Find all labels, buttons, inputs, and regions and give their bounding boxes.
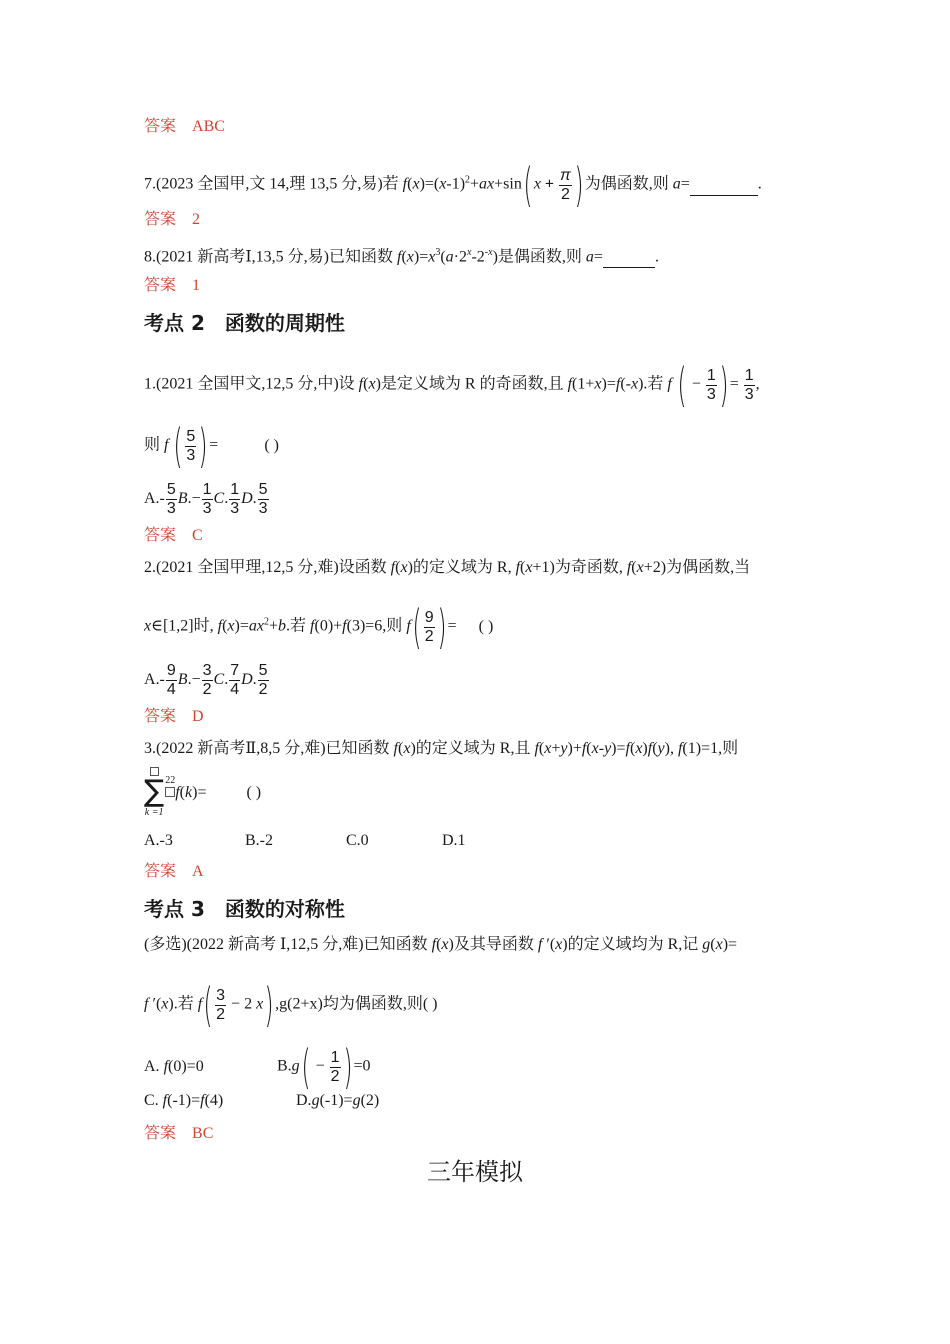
answer-line: 答案 2 (144, 211, 201, 228)
section-heading: 考点 3 函数的对称性 (144, 897, 345, 921)
answer-line: 答案 A (144, 863, 204, 880)
answer-line: 答案 ABC (144, 118, 225, 135)
problem-symmetry: (多选)(2022 新高考 Ⅰ,12,5 分,难)已知函数 f(x)及其导函数 f ′(x)的定义域均为 R,记 g(x)= (144, 936, 738, 953)
problem-symmetry-line-2: f ′(x).若 f( $\frac{3}{2}$ − 2 x),g(2+x)均为偶函数,则( ) (144, 978, 438, 1032)
problem-3-options: A.-3 B.-2 C.0 D.1 (144, 832, 466, 849)
problem-symmetry-options-1: A. f(0)=0 B.g( − $\frac{1}{2}$ )=0 (144, 1040, 371, 1094)
answer-blank (603, 247, 655, 268)
problem-3: 3.(2022 新高考Ⅱ,8,5 分,难)已知函数 f(x)的定义域为 R,且 f(x+y)+f(x-y)=f(x)f(y), f(1)=1,则 (144, 740, 739, 757)
section-heading: 考点 2 函数的周期性 (144, 311, 345, 335)
summation-symbol: ∑ k =1 (144, 767, 164, 819)
answer-line: 答案 BC (144, 1125, 214, 1142)
problem-2: 2.(2021 全国甲理,12,5 分,难)设函数 f(x)的定义域为 R, f(x+1)为奇函数, f(x+2)为偶函数,当 (144, 559, 751, 576)
problem-1-line-2: 则 f ( $\frac{5}{3}$ )= ( ) (144, 419, 279, 473)
question-8: 8.(2021 新高考Ⅰ,13,5 分,易)已知函数 $f(x)=x^3(a\cdot 2^x-2^{-x})$是偶函数,则 a= . (144, 243, 659, 268)
problem-2-options: A.- $\frac{9}{4}$ B.− $\frac{3}{2}$ C. $\frac{7}{4}$ D. $\frac{5}{2}$ (144, 662, 268, 698)
problem-1: 1.(2021 全国甲文,12,5 分,中)设 f(x)是定义域为 R 的奇函数,且 f(1+x)=f(-x).若 f ( − $\frac{1}{3}$ )= $\frac{1}{3}$ , (144, 358, 760, 412)
problem-2-line-2: x∈[1,2]时, $f(x)=ax^2+b$.若 f(0)+f(3)=6,则 f( $\frac{9}{2}$ )= ( ) (144, 600, 494, 654)
answer-line: 答案 1 (144, 277, 201, 294)
answer-line: 答案 D (144, 708, 204, 725)
answer-line: 答案 C (144, 527, 203, 544)
question-7: 7.(2023 全国甲,文 14,理 13,5 分,易)若 $f(x)=(x-1)^2+ax+\sin(x$ + $\frac{\pi}{2}$ )为偶函数,则 a= . (144, 158, 762, 212)
answer-blank (690, 175, 758, 196)
section-title: 三年模拟 (427, 1158, 523, 1186)
problem-1-options: A.- $\frac{5}{3}$ B.− $\frac{1}{3}$ C. $\frac{1}{3}$ D. $\frac{5}{3}$ (144, 481, 268, 517)
problem-3-sum-line: ∑ k =1 22 f(k)= ( ) (144, 766, 261, 820)
problem-symmetry-options-2: C. f(-1)=f(4) D.g(-1)=g(2) (144, 1092, 380, 1109)
